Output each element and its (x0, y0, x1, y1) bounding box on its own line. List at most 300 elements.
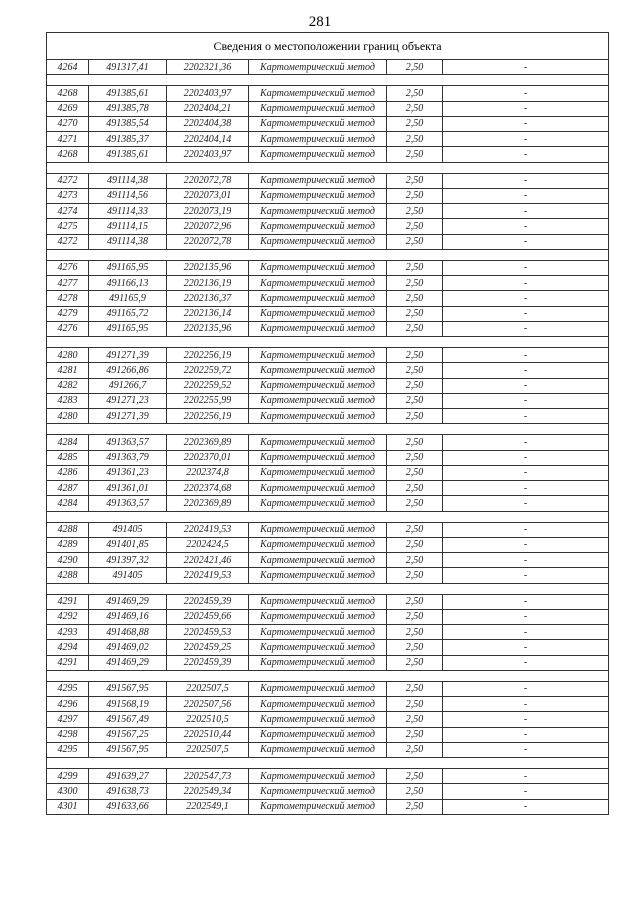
point-number-cell: 4294 (47, 640, 89, 655)
boundary-coordinates-table (46, 32, 609, 815)
group-separator (47, 75, 609, 86)
method-cell: Картометрический метод (249, 799, 387, 814)
y-coordinate-cell: 2202424,5 (167, 537, 249, 552)
point-number-cell: 4301 (47, 799, 89, 814)
method-cell: Картометрический метод (249, 742, 387, 757)
x-coordinate-cell: 491567,95 (89, 681, 167, 696)
x-coordinate-cell: 491469,16 (89, 609, 167, 624)
separator-cell (47, 583, 609, 594)
table-row (47, 769, 609, 784)
point-number-cell: 4286 (47, 465, 89, 480)
separator-cell (47, 511, 609, 522)
description-cell: - (443, 60, 609, 75)
description-cell: - (443, 132, 609, 147)
accuracy-cell: 2,50 (387, 465, 443, 480)
accuracy-cell: 2,50 (387, 481, 443, 496)
y-coordinate-cell: 2202259,52 (167, 378, 249, 393)
x-coordinate-cell: 491401,85 (89, 537, 167, 552)
table-row (47, 204, 609, 219)
x-coordinate-cell: 491405 (89, 522, 167, 537)
method-cell: Картометрический метод (249, 306, 387, 321)
table-row (47, 465, 609, 480)
description-cell: - (443, 173, 609, 188)
accuracy-cell: 2,50 (387, 655, 443, 670)
table-row (47, 101, 609, 116)
table-row (47, 291, 609, 306)
table-row (47, 799, 609, 814)
point-number-cell: 4272 (47, 173, 89, 188)
method-cell: Картометрический метод (249, 321, 387, 336)
x-coordinate-cell: 491114,33 (89, 204, 167, 219)
y-coordinate-cell: 2202459,53 (167, 625, 249, 640)
point-number-cell: 4268 (47, 86, 89, 101)
group-separator (47, 583, 609, 594)
x-coordinate-cell: 491638,73 (89, 784, 167, 799)
point-number-cell: 4288 (47, 568, 89, 583)
x-coordinate-cell: 491468,88 (89, 625, 167, 640)
accuracy-cell: 2,50 (387, 260, 443, 275)
point-number-cell: 4289 (47, 537, 89, 552)
point-number-cell: 4277 (47, 276, 89, 291)
accuracy-cell: 2,50 (387, 173, 443, 188)
x-coordinate-cell: 491266,7 (89, 378, 167, 393)
y-coordinate-cell: 2202404,21 (167, 101, 249, 116)
method-cell: Картометрический метод (249, 393, 387, 408)
accuracy-cell: 2,50 (387, 784, 443, 799)
table-row (47, 522, 609, 537)
y-coordinate-cell: 2202072,78 (167, 173, 249, 188)
point-number-cell: 4272 (47, 234, 89, 249)
y-coordinate-cell: 2202510,44 (167, 727, 249, 742)
y-coordinate-cell: 2202073,01 (167, 188, 249, 203)
description-cell: - (443, 378, 609, 393)
accuracy-cell: 2,50 (387, 640, 443, 655)
description-cell: - (443, 712, 609, 727)
x-coordinate-cell: 491266,86 (89, 363, 167, 378)
table-row (47, 363, 609, 378)
table-row (47, 234, 609, 249)
method-cell: Картометрический метод (249, 291, 387, 306)
point-number-cell: 4285 (47, 450, 89, 465)
description-cell: - (443, 147, 609, 162)
method-cell: Картометрический метод (249, 609, 387, 624)
description-cell: - (443, 435, 609, 450)
method-cell: Картометрический метод (249, 363, 387, 378)
accuracy-cell: 2,50 (387, 306, 443, 321)
accuracy-cell: 2,50 (387, 393, 443, 408)
description-cell: - (443, 481, 609, 496)
y-coordinate-cell: 2202369,89 (167, 435, 249, 450)
table-row (47, 393, 609, 408)
method-cell: Картометрический метод (249, 450, 387, 465)
point-number-cell: 4268 (47, 147, 89, 162)
x-coordinate-cell: 491567,25 (89, 727, 167, 742)
y-coordinate-cell: 2202072,78 (167, 234, 249, 249)
table-row (47, 727, 609, 742)
accuracy-cell: 2,50 (387, 409, 443, 424)
table-row (47, 188, 609, 203)
x-coordinate-cell: 491385,78 (89, 101, 167, 116)
y-coordinate-cell: 2202507,56 (167, 697, 249, 712)
y-coordinate-cell: 2202459,39 (167, 594, 249, 609)
accuracy-cell: 2,50 (387, 321, 443, 336)
point-number-cell: 4264 (47, 60, 89, 75)
point-number-cell: 4292 (47, 609, 89, 624)
accuracy-cell: 2,50 (387, 60, 443, 75)
y-coordinate-cell: 2202459,39 (167, 655, 249, 670)
y-coordinate-cell: 2202072,96 (167, 219, 249, 234)
x-coordinate-cell: 491363,57 (89, 435, 167, 450)
table-row (47, 348, 609, 363)
y-coordinate-cell: 2202549,34 (167, 784, 249, 799)
method-cell: Картометрический метод (249, 465, 387, 480)
accuracy-cell: 2,50 (387, 609, 443, 624)
point-number-cell: 4280 (47, 409, 89, 424)
y-coordinate-cell: 2202136,19 (167, 276, 249, 291)
point-number-cell: 4281 (47, 363, 89, 378)
method-cell: Картометрический метод (249, 712, 387, 727)
table-row (47, 306, 609, 321)
method-cell: Картометрический метод (249, 522, 387, 537)
accuracy-cell: 2,50 (387, 712, 443, 727)
y-coordinate-cell: 2202136,14 (167, 306, 249, 321)
table-row (47, 450, 609, 465)
y-coordinate-cell: 2202369,89 (167, 496, 249, 511)
y-coordinate-cell: 2202403,97 (167, 86, 249, 101)
x-coordinate-cell: 491165,9 (89, 291, 167, 306)
accuracy-cell: 2,50 (387, 132, 443, 147)
accuracy-cell: 2,50 (387, 625, 443, 640)
point-number-cell: 4275 (47, 219, 89, 234)
y-coordinate-cell: 2202259,72 (167, 363, 249, 378)
accuracy-cell: 2,50 (387, 188, 443, 203)
table-row (47, 173, 609, 188)
method-cell: Картометрический метод (249, 276, 387, 291)
table-row (47, 625, 609, 640)
accuracy-cell: 2,50 (387, 435, 443, 450)
description-cell: - (443, 188, 609, 203)
method-cell: Картометрический метод (249, 727, 387, 742)
method-cell: Картометрический метод (249, 697, 387, 712)
y-coordinate-cell: 2202370,01 (167, 450, 249, 465)
method-cell: Картометрический метод (249, 681, 387, 696)
accuracy-cell: 2,50 (387, 697, 443, 712)
description-cell: - (443, 234, 609, 249)
table-row (47, 697, 609, 712)
accuracy-cell: 2,50 (387, 86, 443, 101)
table-row (47, 409, 609, 424)
accuracy-cell: 2,50 (387, 537, 443, 552)
accuracy-cell: 2,50 (387, 799, 443, 814)
point-number-cell: 4295 (47, 681, 89, 696)
table-row (47, 481, 609, 496)
y-coordinate-cell: 2202404,14 (167, 132, 249, 147)
x-coordinate-cell: 491317,41 (89, 60, 167, 75)
group-separator (47, 249, 609, 260)
description-cell: - (443, 727, 609, 742)
method-cell: Картометрический метод (249, 409, 387, 424)
table-row (47, 496, 609, 511)
description-cell: - (443, 101, 609, 116)
page-number: 281 (308, 14, 332, 30)
separator-cell (47, 75, 609, 86)
table-title-row (47, 33, 609, 60)
y-coordinate-cell: 2202404,38 (167, 116, 249, 131)
y-coordinate-cell: 2202510,5 (167, 712, 249, 727)
group-separator (47, 337, 609, 348)
separator-cell (47, 758, 609, 769)
accuracy-cell: 2,50 (387, 378, 443, 393)
group-separator (47, 758, 609, 769)
description-cell: - (443, 769, 609, 784)
y-coordinate-cell: 2202547,73 (167, 769, 249, 784)
point-number-cell: 4297 (47, 712, 89, 727)
x-coordinate-cell: 491385,54 (89, 116, 167, 131)
y-coordinate-cell: 2202549,1 (167, 799, 249, 814)
accuracy-cell: 2,50 (387, 116, 443, 131)
accuracy-cell: 2,50 (387, 234, 443, 249)
accuracy-cell: 2,50 (387, 204, 443, 219)
x-coordinate-cell: 491271,39 (89, 409, 167, 424)
y-coordinate-cell: 2202507,5 (167, 742, 249, 757)
point-number-cell: 4291 (47, 594, 89, 609)
accuracy-cell: 2,50 (387, 147, 443, 162)
method-cell: Картометрический метод (249, 625, 387, 640)
table-title: Сведения о местоположении границ объекта (47, 33, 609, 60)
point-number-cell: 4288 (47, 522, 89, 537)
table-row (47, 712, 609, 727)
separator-cell (47, 424, 609, 435)
group-separator (47, 424, 609, 435)
description-cell: - (443, 116, 609, 131)
accuracy-cell: 2,50 (387, 553, 443, 568)
table-row (47, 742, 609, 757)
accuracy-cell: 2,50 (387, 769, 443, 784)
description-cell: - (443, 219, 609, 234)
table-row (47, 219, 609, 234)
y-coordinate-cell: 2202136,37 (167, 291, 249, 306)
separator-cell (47, 670, 609, 681)
y-coordinate-cell: 2202419,53 (167, 522, 249, 537)
description-cell: - (443, 784, 609, 799)
point-number-cell: 4290 (47, 553, 89, 568)
point-number-cell: 4296 (47, 697, 89, 712)
table-row (47, 321, 609, 336)
method-cell: Картометрический метод (249, 435, 387, 450)
method-cell: Картометрический метод (249, 147, 387, 162)
x-coordinate-cell: 491385,61 (89, 147, 167, 162)
table-row (47, 655, 609, 670)
table-row (47, 568, 609, 583)
description-cell: - (443, 291, 609, 306)
y-coordinate-cell: 2202256,19 (167, 348, 249, 363)
method-cell: Картометрический метод (249, 553, 387, 568)
table-row (47, 378, 609, 393)
method-cell: Картометрический метод (249, 655, 387, 670)
method-cell: Картометрический метод (249, 348, 387, 363)
method-cell: Картометрический метод (249, 234, 387, 249)
y-coordinate-cell: 2202374,68 (167, 481, 249, 496)
description-cell: - (443, 625, 609, 640)
method-cell: Картометрический метод (249, 60, 387, 75)
method-cell: Картометрический метод (249, 116, 387, 131)
accuracy-cell: 2,50 (387, 742, 443, 757)
method-cell: Картометрический метод (249, 537, 387, 552)
y-coordinate-cell: 2202135,96 (167, 260, 249, 275)
y-coordinate-cell: 2202073,19 (167, 204, 249, 219)
point-number-cell: 4300 (47, 784, 89, 799)
accuracy-cell: 2,50 (387, 276, 443, 291)
separator-cell (47, 249, 609, 260)
point-number-cell: 4282 (47, 378, 89, 393)
y-coordinate-cell: 2202255,99 (167, 393, 249, 408)
method-cell: Картометрический метод (249, 188, 387, 203)
x-coordinate-cell: 491568,19 (89, 697, 167, 712)
method-cell: Картометрический метод (249, 378, 387, 393)
table-row (47, 784, 609, 799)
x-coordinate-cell: 491165,72 (89, 306, 167, 321)
method-cell: Картометрический метод (249, 496, 387, 511)
y-coordinate-cell: 2202421,46 (167, 553, 249, 568)
y-coordinate-cell: 2202256,19 (167, 409, 249, 424)
point-number-cell: 4274 (47, 204, 89, 219)
table-row (47, 60, 609, 75)
y-coordinate-cell: 2202321,36 (167, 60, 249, 75)
accuracy-cell: 2,50 (387, 568, 443, 583)
point-number-cell: 4271 (47, 132, 89, 147)
accuracy-cell: 2,50 (387, 348, 443, 363)
x-coordinate-cell: 491633,66 (89, 799, 167, 814)
x-coordinate-cell: 491567,95 (89, 742, 167, 757)
x-coordinate-cell: 491385,61 (89, 86, 167, 101)
y-coordinate-cell: 2202459,25 (167, 640, 249, 655)
y-coordinate-cell: 2202374,8 (167, 465, 249, 480)
x-coordinate-cell: 491114,15 (89, 219, 167, 234)
description-cell: - (443, 640, 609, 655)
description-cell: - (443, 363, 609, 378)
table-row (47, 147, 609, 162)
point-number-cell: 4280 (47, 348, 89, 363)
table-row (47, 132, 609, 147)
method-cell: Картометрический метод (249, 594, 387, 609)
x-coordinate-cell: 491114,38 (89, 234, 167, 249)
point-number-cell: 4287 (47, 481, 89, 496)
x-coordinate-cell: 491271,23 (89, 393, 167, 408)
x-coordinate-cell: 491639,27 (89, 769, 167, 784)
description-cell: - (443, 86, 609, 101)
accuracy-cell: 2,50 (387, 101, 443, 116)
point-number-cell: 4270 (47, 116, 89, 131)
y-coordinate-cell: 2202459,66 (167, 609, 249, 624)
x-coordinate-cell: 491361,23 (89, 465, 167, 480)
accuracy-cell: 2,50 (387, 363, 443, 378)
description-cell: - (443, 204, 609, 219)
table-row (47, 260, 609, 275)
method-cell: Картометрический метод (249, 784, 387, 799)
description-cell: - (443, 537, 609, 552)
x-coordinate-cell: 491363,57 (89, 496, 167, 511)
point-number-cell: 4276 (47, 260, 89, 275)
point-number-cell: 4276 (47, 321, 89, 336)
description-cell: - (443, 655, 609, 670)
description-cell: - (443, 496, 609, 511)
accuracy-cell: 2,50 (387, 291, 443, 306)
table-row (47, 640, 609, 655)
method-cell: Картометрический метод (249, 86, 387, 101)
description-cell: - (443, 465, 609, 480)
description-cell: - (443, 321, 609, 336)
point-number-cell: 4291 (47, 655, 89, 670)
accuracy-cell: 2,50 (387, 727, 443, 742)
point-number-cell: 4293 (47, 625, 89, 640)
table-row (47, 86, 609, 101)
x-coordinate-cell: 491114,56 (89, 188, 167, 203)
x-coordinate-cell: 491165,95 (89, 321, 167, 336)
description-cell: - (443, 409, 609, 424)
method-cell: Картометрический метод (249, 132, 387, 147)
point-number-cell: 4295 (47, 742, 89, 757)
description-cell: - (443, 553, 609, 568)
table-row (47, 553, 609, 568)
y-coordinate-cell: 2202419,53 (167, 568, 249, 583)
point-number-cell: 4279 (47, 306, 89, 321)
description-cell: - (443, 450, 609, 465)
x-coordinate-cell: 491469,02 (89, 640, 167, 655)
accuracy-cell: 2,50 (387, 522, 443, 537)
x-coordinate-cell: 491469,29 (89, 594, 167, 609)
point-number-cell: 4269 (47, 101, 89, 116)
table-row (47, 681, 609, 696)
separator-cell (47, 337, 609, 348)
x-coordinate-cell: 491166,13 (89, 276, 167, 291)
method-cell: Картометрический метод (249, 101, 387, 116)
x-coordinate-cell: 491363,79 (89, 450, 167, 465)
point-number-cell: 4283 (47, 393, 89, 408)
point-number-cell: 4284 (47, 496, 89, 511)
method-cell: Картометрический метод (249, 640, 387, 655)
table-row (47, 435, 609, 450)
description-cell: - (443, 522, 609, 537)
description-cell: - (443, 306, 609, 321)
table-row (47, 609, 609, 624)
group-separator (47, 162, 609, 173)
x-coordinate-cell: 491385,37 (89, 132, 167, 147)
y-coordinate-cell: 2202135,96 (167, 321, 249, 336)
accuracy-cell: 2,50 (387, 681, 443, 696)
point-number-cell: 4299 (47, 769, 89, 784)
method-cell: Картометрический метод (249, 769, 387, 784)
x-coordinate-cell: 491469,29 (89, 655, 167, 670)
method-cell: Картометрический метод (249, 204, 387, 219)
description-cell: - (443, 260, 609, 275)
table-row (47, 276, 609, 291)
point-number-cell: 4284 (47, 435, 89, 450)
method-cell: Картометрический метод (249, 260, 387, 275)
description-cell: - (443, 697, 609, 712)
accuracy-cell: 2,50 (387, 450, 443, 465)
description-cell: - (443, 742, 609, 757)
point-number-cell: 4298 (47, 727, 89, 742)
accuracy-cell: 2,50 (387, 594, 443, 609)
x-coordinate-cell: 491361,01 (89, 481, 167, 496)
group-separator (47, 511, 609, 522)
description-cell: - (443, 609, 609, 624)
y-coordinate-cell: 2202507,5 (167, 681, 249, 696)
table-row (47, 594, 609, 609)
accuracy-cell: 2,50 (387, 496, 443, 511)
method-cell: Картометрический метод (249, 568, 387, 583)
point-number-cell: 4273 (47, 188, 89, 203)
